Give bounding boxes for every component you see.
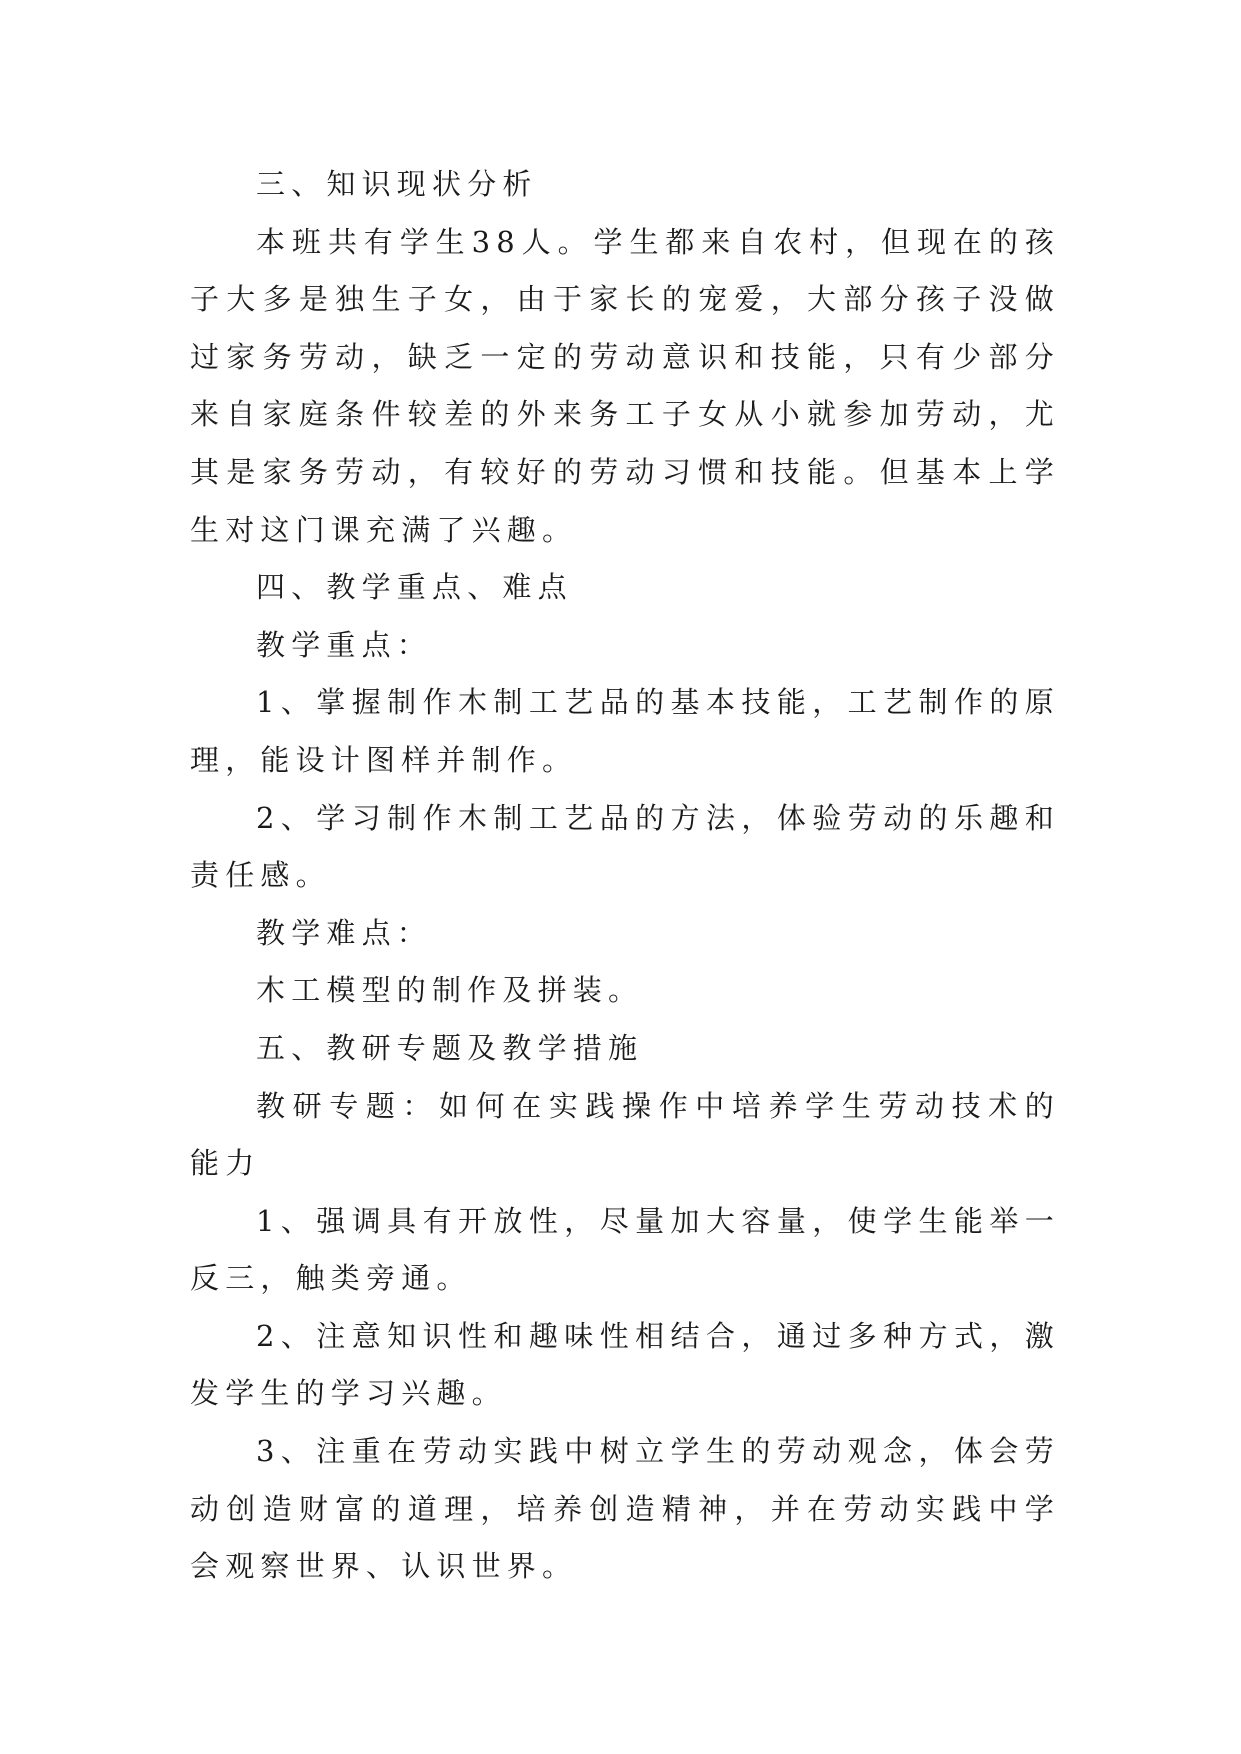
subheading-teaching-difficulty: 教学难点： bbox=[256, 915, 433, 950]
list-item-focus-1: 1、掌握制作木制工艺品的基本技能，工艺制作的原理，能设计图样并制作。 bbox=[190, 685, 1060, 777]
section-heading-research-measures: 五、教研专题及教学措施 bbox=[256, 1030, 644, 1065]
list-item-measure-3: 3、注重在劳动实践中树立学生的劳动观念，体会劳动创造财富的道理，培养创造精神，并在劳动实践中学会观察世界、认识世界。 bbox=[190, 1434, 1060, 1584]
paragraph-difficulty: 木工模型的制作及拼装。 bbox=[256, 973, 644, 1008]
document-body bbox=[190, 156, 1060, 1596]
subheading-teaching-focus: 教学重点： bbox=[256, 627, 433, 662]
list-item-measure-2: 2、注意知识性和趣味性相结合，通过多种方式，激发学生的学习兴趣。 bbox=[190, 1318, 1060, 1411]
section-heading-knowledge-analysis: 三、知识现状分析 bbox=[256, 167, 538, 201]
paragraph-class-situation: 本班共有学生38人。学生都来自农村，但现在的孩子大多是独生子女，由于家长的宠爱，大部分孩子没做过家务劳动，缺乏一定的劳动意识和技能，只有少部分来自家庭条件较差的外来务工子女从小就参加劳动，尤其是家务劳动，有较好的劳动习惯和技能。但基本上学生对这门课充满了兴趣。 bbox=[190, 224, 1060, 547]
list-item-focus-2: 2、学习制作木制工艺品的方法，体验劳动的乐趣和责任感。 bbox=[190, 800, 1060, 893]
list-item-measure-1: 1、强调具有开放性，尽量加大容量，使学生能举一反三，触类旁通。 bbox=[190, 1203, 1060, 1296]
section-heading-key-points: 四、教学重点、难点 bbox=[256, 570, 573, 605]
paragraph-research-topic: 教研专题：如何在实践操作中培养学生劳动技术的能力 bbox=[190, 1088, 1060, 1181]
